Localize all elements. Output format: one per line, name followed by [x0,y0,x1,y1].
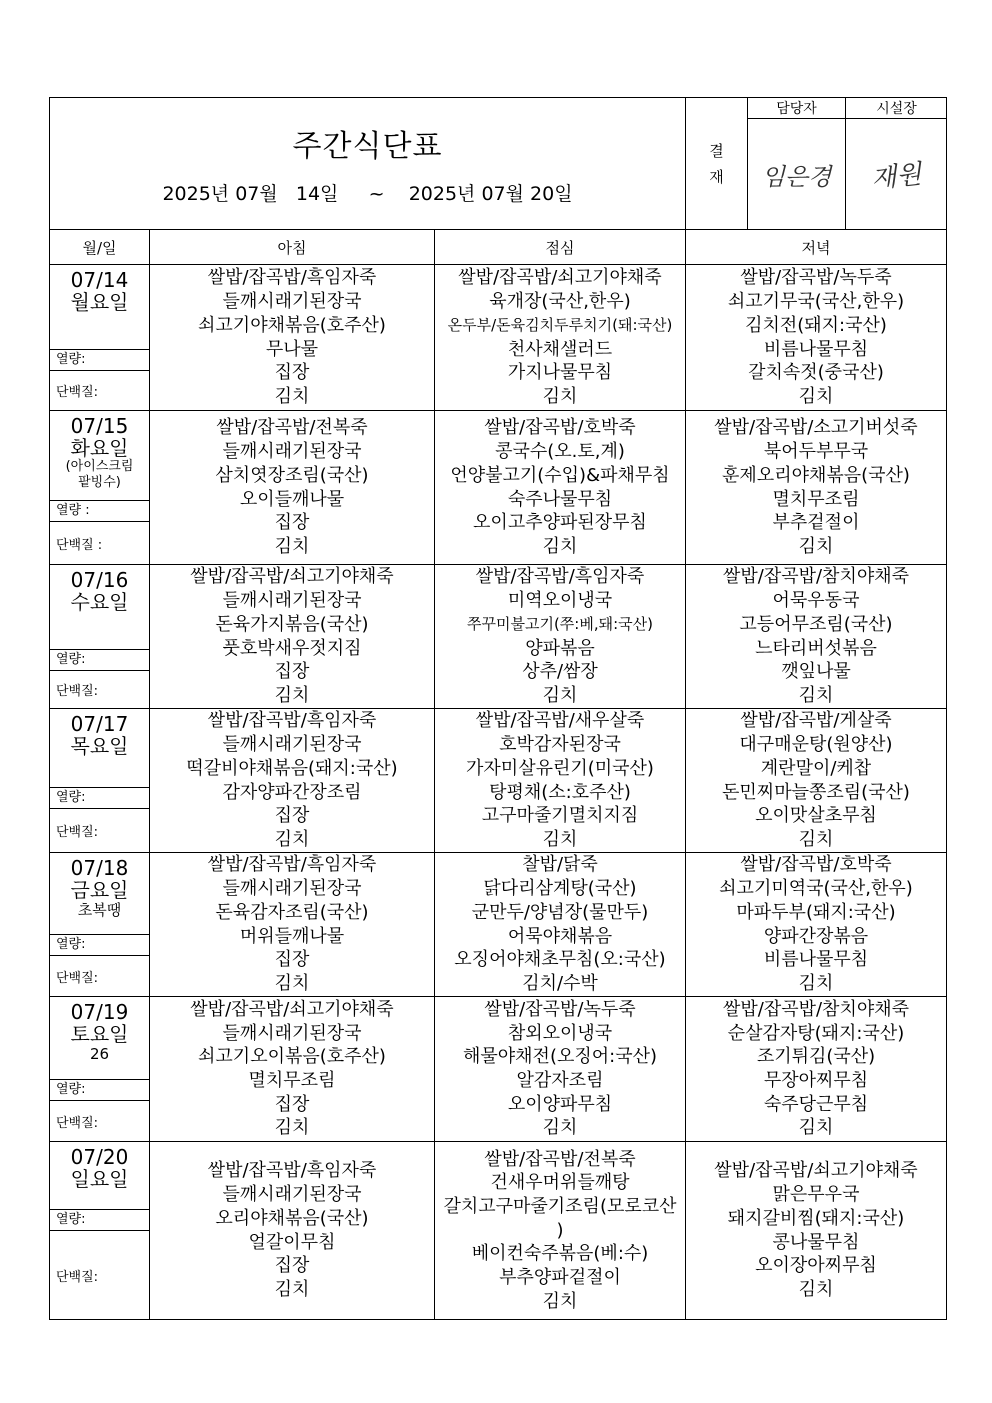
menu-item: 찰밥/닭죽 [522,854,598,876]
menu-item: 쌀밥/잡곡밥/참치야채죽 [722,566,909,588]
range-end-year: 2025년 [408,183,476,205]
day-date: 07/20 [70,1145,129,1169]
menu-item: 김치 [274,828,310,850]
day-weekday: 화요일 [70,436,129,460]
day-cell [50,853,150,997]
dinner-cell [686,997,947,1142]
menu-item: 마파두부(돼지:국산) [736,901,896,923]
lunch-cell [435,997,686,1142]
menu-item: 비름나물무침 [763,338,869,360]
day-note: 초복땡 [77,901,122,919]
day-row [50,565,947,709]
day-cell [50,565,150,709]
range-end-month: 07월 [481,183,524,205]
menu-item: 풋호박새우젓지짐 [222,637,362,659]
menu-item: 쌀밥/잡곡밥/소고기버섯죽 [714,417,918,439]
menu-item: 들깨시래기된장국 [222,734,362,756]
calorie-label: 열량: [50,349,149,370]
menu-item: 고등어무조림(국산) [739,613,893,635]
menu-item: 김치 [274,535,310,557]
menu-item: 쇠고기야채볶음(호주산) [198,314,386,336]
menu-table [49,229,947,1320]
lunch-cell [435,265,686,411]
protein-label: 단백질: [50,670,149,708]
menu-item: 오징어야채초무침(오:국산) [454,949,666,971]
menu-item: 탕평채(소:호주산) [489,781,631,803]
menu-item: 쌀밥/잡곡밥/게살죽 [740,710,892,732]
menu-item: 김치 [274,1278,310,1300]
menu-item: 닭다리삼계탕(국산) [483,878,637,900]
protein-label: 단백질: [50,1230,149,1319]
day-weekday: 월요일 [70,290,129,314]
menu-item: 고구마줄기멸치지짐 [481,805,639,827]
date-range [50,179,685,206]
menu-item: 집장 [274,805,310,827]
breakfast-cell [150,1142,435,1320]
signature-block [748,98,947,230]
menu-item: 집장 [274,362,310,384]
menu-item: 쭈꾸미불고기(쭈:베,돼:국산) [467,614,653,633]
menu-item: 쌀밥/잡곡밥/녹두죽 [740,267,892,289]
day-row [50,411,947,565]
breakfast-cell [150,709,435,853]
menu-item: 참외오이냉국 [507,1022,613,1044]
calorie-label: 열량: [50,649,149,670]
range-start-day: 14일 [295,183,339,205]
day-note: (아이스크림 [65,459,134,474]
menu-item: 김치 [798,385,834,407]
day-weekday: 일요일 [70,1167,129,1191]
menu-item: 해물야채전(오징어:국산) [463,1046,657,1068]
day-note-2: 팥빙수) [78,475,121,490]
day-date: 07/15 [70,414,129,438]
menu-item: 무나물 [265,338,319,360]
title-cell [50,98,686,230]
menu-item: 갈치속젓(중국산) [748,362,884,384]
menu-item: 돈육가지볶음(국산) [215,613,369,635]
menu-item: 미역오이냉국 [507,590,613,612]
day-weekday: 금요일 [70,878,129,902]
approval-label-2: 재 [709,167,724,186]
signature-staff: 임은경 [761,162,832,191]
protein-label: 단백질: [50,370,149,410]
menu-item: 김치 [798,972,834,994]
menu-item: 부추겉절이 [772,512,860,534]
menu-item: 어묵우동국 [772,590,860,612]
menu-item: 양파간장볶음 [763,925,869,947]
day-row [50,709,947,853]
menu-item: 집장 [274,1093,310,1115]
menu-item: 김치 [274,972,310,994]
menu-item: 김치 [798,1117,834,1139]
menu-item: 김치 [542,535,578,557]
menu-item: 쇠고기미역국(국산,한우) [719,878,913,900]
breakfast-cell [150,411,435,565]
lunch-cell [435,411,686,565]
menu-item: 오이들깨나물 [239,488,345,510]
menu-item: 건새우머위들깨탕 [490,1172,630,1194]
col-date: 월/일 [50,230,150,265]
day-cell [50,1142,150,1320]
menu-item: 쌀밥/잡곡밥/흑임자죽 [207,710,377,732]
protein-label: 단백질: [50,808,149,852]
menu-item: 쌀밥/잡곡밥/호박죽 [484,417,636,439]
col-dinner: 저녁 [686,230,947,265]
breakfast-cell [150,997,435,1142]
menu-item: 쌀밥/잡곡밥/흑임자죽 [207,267,377,289]
protein-label: 단백질: [50,1100,149,1141]
menu-item: 쌀밥/잡곡밥/흑임자죽 [475,566,645,588]
menu-item: 어묵야채볶음 [507,925,613,947]
menu-item: 오이맛살초무침 [755,805,877,827]
menu-item: 집장 [274,512,310,534]
menu-item: 쌀밥/잡곡밥/참치야채죽 [722,998,909,1020]
menu-item: 쌀밥/잡곡밥/쇠고기야채죽 [458,267,662,289]
menu-item: 대구매운탕(원양산) [739,734,893,756]
menu-item: 들깨시래기된장국 [222,291,362,313]
dinner-cell [686,411,947,565]
menu-item: 들깨시래기된장국 [222,590,362,612]
menu-item: 맑은무우국 [772,1184,860,1206]
role-director: 시설장 [846,98,948,119]
day-row [50,265,947,411]
menu-item: 감자양파간장조림 [222,781,362,803]
calorie-label: 열량 : [50,500,149,521]
signature-director: 재원 [870,158,924,195]
approval-label-cell [686,98,748,230]
menu-item: 김치 [798,828,834,850]
menu-item: 순살감자탕(돼지:국산) [727,1022,905,1044]
menu-item: 김치 [542,828,578,850]
menu-item: 쌀밥/잡곡밥/녹두죽 [484,998,636,1020]
menu-item: 김치 [798,1278,834,1300]
day-date: 07/18 [70,856,129,880]
menu-item: 집장 [274,1255,310,1277]
calorie-label: 열량: [50,787,149,808]
menu-item: 오이고추양파된장무침 [473,512,647,534]
menu-item: 조기튀김(국산) [756,1046,876,1068]
breakfast-cell [150,853,435,997]
calorie-label: 열량: [50,934,149,955]
menu-item: 멸치무조림 [248,1070,336,1091]
dinner-cell [686,265,947,411]
menu-item: 집장 [274,949,310,971]
breakfast-cell [150,565,435,709]
menu-item: 쌀밥/잡곡밥/전복죽 [216,417,368,439]
menu-item: 김치 [542,1290,578,1312]
menu-item: 쌀밥/잡곡밥/새우살죽 [475,710,645,732]
menu-item: 계란말이/케찹 [760,757,872,779]
day-date: 07/14 [70,268,129,292]
lunch-cell [435,853,686,997]
menu-item: 양파볶음 [525,637,595,659]
lunch-cell [435,1142,686,1320]
day-weekday: 토요일 [70,1022,129,1046]
column-header-row [50,230,947,265]
dinner-cell [686,1142,947,1320]
menu-item: 가자미살유린기(미국산) [466,757,654,779]
lunch-cell [435,709,686,853]
menu-item: 머위들깨나물 [239,925,345,947]
day-weekday: 목요일 [70,734,129,758]
menu-item: 쌀밥/잡곡밥/호박죽 [740,854,892,876]
menu-item: 쇠고기오이볶음(호주산) [198,1046,386,1068]
menu-sheet [49,97,946,1320]
menu-item: 김치 [798,535,834,557]
menu-item: 갈치고구마줄기조림(모로코산 [443,1195,677,1217]
menu-item: 쌀밥/잡곡밥/흑임자죽 [207,1160,377,1182]
menu-item: 숙주나물무침 [507,488,613,510]
menu-item: 오이양파무침 [507,1093,613,1115]
menu-item: 쌀밥/잡곡밥/흑임자죽 [207,854,377,876]
menu-item: 천사채샐러드 [507,338,613,360]
menu-item: 훈제오리야채볶음(국산) [722,464,910,486]
menu-item: 오리야채볶음(국산) [215,1207,369,1229]
range-start-year: 2025년 [162,183,230,205]
menu-item: ) [556,1219,564,1241]
menu-item: 호박감자된장국 [499,734,621,756]
protein-label: 단백질: [50,955,149,996]
day-date: 07/17 [70,712,129,736]
day-cell [50,709,150,853]
day-note: 26 [89,1045,110,1063]
menu-item: 콩국수(오.토,계) [495,441,625,463]
menu-item: 김치전(돼지:국산) [745,314,887,336]
menu-item: 들깨시래기된장국 [222,878,362,900]
menu-item: 쌀밥/잡곡밥/전복죽 [484,1148,636,1170]
menu-item: 군만두/양념장(물만두) [471,901,649,923]
breakfast-cell [150,265,435,411]
day-date: 07/19 [70,1000,129,1024]
menu-item: 김치 [542,684,578,706]
menu-item: 김치 [542,385,578,407]
menu-item: 육개장(국산,한우) [489,291,631,313]
menu-item: 콩나물무침 [772,1231,860,1253]
signature-table [748,98,947,229]
header-table [49,97,947,230]
menu-item: 멸치무조림 [772,488,860,510]
menu-item: 들깨시래기된장국 [222,1184,362,1206]
dinner-cell [686,565,947,709]
menu-item: 돈육감자조림(국산) [215,901,369,923]
range-separator: ~ [368,183,385,205]
menu-item: 무장아찌무침 [763,1070,869,1091]
role-staff: 담당자 [748,98,846,119]
menu-item: 알감자조림 [516,1070,604,1091]
menu-item: 김치 [274,385,310,407]
menu-item: 온두부/돈육김치두루치기(돼:국산) [447,315,673,334]
menu-item: 부추양파겉절이 [499,1267,621,1289]
menu-item: 느타리버섯볶음 [755,637,877,659]
range-start-month: 07월 [235,183,278,205]
day-date: 07/16 [70,568,129,592]
day-row [50,1142,947,1320]
menu-item: 돈민찌마늘쫑조림(국산) [722,781,910,803]
menu-item: 쌀밥/잡곡밥/쇠고기야채죽 [190,998,394,1020]
day-row [50,997,947,1142]
menu-item: 베이컨숙주볶음(베:수) [471,1243,649,1265]
menu-item: 김치 [798,684,834,706]
calorie-label: 열량: [50,1079,149,1100]
day-row [50,853,947,997]
col-lunch: 점심 [435,230,686,265]
menu-item: 쌀밥/잡곡밥/쇠고기야채죽 [714,1160,918,1182]
menu-item: 쇠고기무국(국산,한우) [727,291,905,313]
approval-label-1: 결 [709,141,724,160]
page-title: 주간식단표 [292,129,443,164]
menu-item: 들깨시래기된장국 [222,441,362,463]
menu-item: 돼지갈비찜(돼지:국산) [727,1207,905,1229]
menu-item: 숙주당근무침 [763,1093,869,1115]
menu-item: 떡갈비야채볶음(돼지:국산) [186,757,398,779]
menu-item: 김치 [542,1117,578,1139]
menu-item: 언양불고기(수입)&파채무침 [450,464,670,486]
menu-item: 상추/쌈장 [522,661,598,683]
day-weekday: 수요일 [70,590,129,614]
menu-item: 북어두부무국 [763,441,869,463]
menu-item: 김치 [274,684,310,706]
calorie-label: 열량: [50,1209,149,1230]
menu-item: 쌀밥/잡곡밥/쇠고기야채죽 [190,566,394,588]
menu-item: 얼갈이무침 [248,1231,336,1253]
menu-item: 삼치엿장조림(국산) [215,464,369,486]
day-cell [50,411,150,565]
menu-item: 김치 [274,1117,310,1139]
protein-label: 단백질 : [50,521,149,564]
menu-item: 가지나물무침 [507,362,613,384]
menu-item: 김치/수박 [522,972,598,994]
menu-item: 오이장아찌무침 [755,1255,877,1277]
day-cell [50,265,150,411]
menu-item: 깻잎나물 [781,661,851,683]
range-end-day: 20일 [530,183,573,205]
lunch-cell [435,565,686,709]
menu-item: 비름나물무침 [763,949,869,971]
day-cell [50,997,150,1142]
col-breakfast: 아침 [150,230,435,265]
menu-item: 집장 [274,661,310,683]
dinner-cell [686,709,947,853]
menu-item: 들깨시래기된장국 [222,1022,362,1044]
dinner-cell [686,853,947,997]
days-body [50,265,947,1320]
